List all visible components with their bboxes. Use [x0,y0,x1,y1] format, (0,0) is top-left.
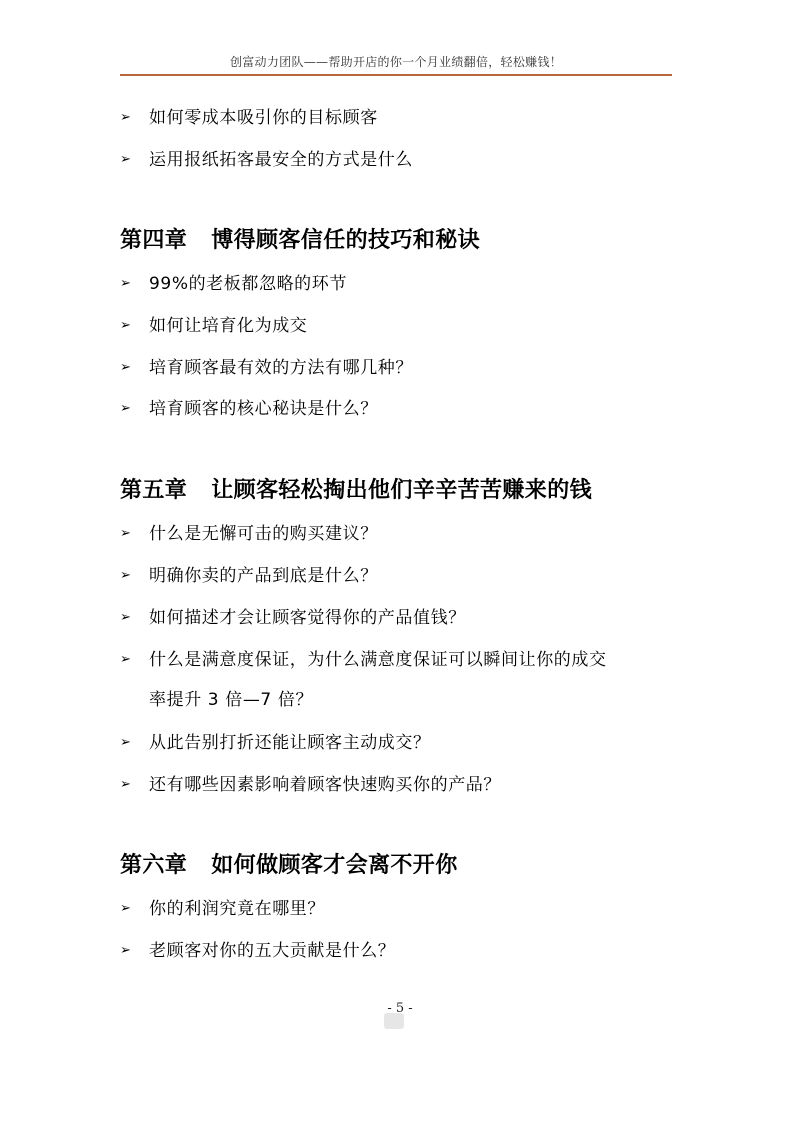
arrow-bullet-icon: ➢ [120,318,131,333]
arrow-bullet-icon: ➢ [120,652,131,667]
chapter-number: 第六章 [120,853,188,878]
arrow-bullet-icon: ➢ [120,901,131,916]
chapter-number: 第五章 [120,478,188,503]
chapter-heading [120,853,458,879]
chapter-heading [120,228,480,254]
arrow-bullet-icon: ➢ [120,777,131,792]
arrow-bullet-icon: ➢ [120,735,131,750]
arrow-bullet-icon: ➢ [120,401,131,416]
arrow-bullet-icon: ➢ [120,943,131,958]
arrow-bullet-icon: ➢ [120,610,131,625]
arrow-bullet-icon: ➢ [120,360,131,375]
chapter-title: 让顾客轻松掏出他们辛辛苦苦赚来的钱 [211,478,593,503]
page-number: - 5 - [387,1001,413,1016]
page-header: 创富动力团队——帮助开店的你一个月业绩翻倍，轻松赚钱！ [229,55,563,69]
chapter-title: 博得顾客信任的技巧和秘诀 [211,228,481,253]
arrow-bullet-icon: ➢ [120,526,131,541]
chapter-title: 如何做顾客才会离不开你 [211,853,458,878]
arrow-bullet-icon: ➢ [120,568,131,583]
arrow-bullet-icon: ➢ [120,152,131,167]
chapter-number: 第四章 [120,228,188,253]
arrow-bullet-icon: ➢ [120,110,131,125]
header-rule [120,74,672,76]
arrow-bullet-icon: ➢ [120,276,131,291]
chapter-heading [120,478,592,504]
